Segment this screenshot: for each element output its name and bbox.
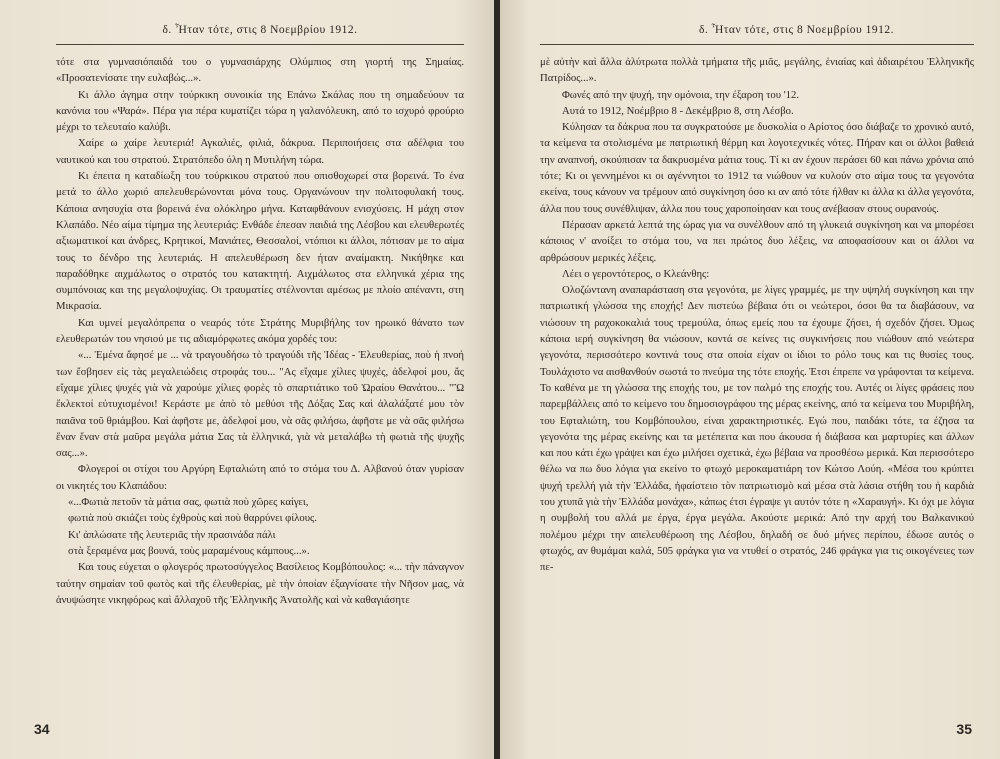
paragraph: Χαίρε ω χαίρε λευτεριά! Αγκαλιές, φιλιά, δάκρυα. Περιποιήσεις στα αδέλφια του ναυτικού και του στρατού. Στρατόπεδο όλη η Μυτιλήνη τώρα.: [56, 137, 464, 166]
paragraph: Ολοζώντανη αναπαράσταση στα γεγονότα, με λίγες γραμμές, με την υψηλή συγκίνηση και την πατριωτική γλώσσα της εποχής! Δεν πιστεύω βέβαια ότι οι νεώτεροι, όσοι θα τα διαβάσουν, να νιώσουν τη ραχοκοκαλιά τους τρεμούλα, όπως εμείς που τα έχουμε ζήσει, ή σχεδόν ζήσει. Όμως κάποια ιερή συγκίνηση θα νιώσουν, κοντά σε κείνες τις συγκινήσεις που νιώθουν από νεώτερα γεγονότα, περισσότερο κοντινά τους στα οποία είχαν οι ίδιοι το ρόλο τους και τις θυσίες τους. Τουλάχιστο να αισθανθούν σωστά το πνεύμα της τότε εποχής. Έτσι έπρεπε να γράφονται τα κείμενα. Το καθένα με τη γλώσσα της εποχής του, με τον παλμό της εποχής του. Αυτές οι λίγες φράσεις που παρεμβάλλεις από το κείμενο του δημοσιογράφου της μέρας εκείνης, από τα κείμενα του Μυριβήλη, του Εφταλιώτη, του Κομβόπουλου, είναι χαρακτηριστικές. Εγώ που, παιδάκι τότε, τα έζησα τα γεγονότα της μέρας εκείνης και τα μετέπειτα και που άκουσα ή διάβασα και μαρτυρίες και άλλων και που κάτι έχω γράψει και έχω μιλήσει σχετικά, έχω βέβαια να προσθέσω μερικά. Και περισσότερο θέλω να πω δυο λόγια για εκείνο το φτωχό μεροκαματιάρη τον Κώτσο Λούη. «Μέσα του κρύπτει ψυχή τρελλή γιὰ τὴν Ἑλλάδα, ἠφαίστειο τὸν πατριωτισμὸ καὶ μέσα στὰ λάσια στήθη του ἡ καρδιὰ του χτυπᾶ γιὰ τὴν Ἑλλάδα μονάχα», κάπως έτσι έγραψε γι αυτόν τότε η «Χαραυγή». Κι όχι με λόγια η συμβολή του αλλά με έργα, έργα μεγάλα. Ακούστε μερικά: Από την αρχή του Βαλκανικού πολέμου μέχρι την απελευθέρωση της Λέσβου, δηλαδή σε δυό μήνες περίπου, έδωσε αυτός ο φτωχός, αν θυμάμαι καλά, 505 φράγκα για να ντυθεί ο στρατός, 246 φράγκα για τις οικογένειες των πε-: [540, 284, 974, 574]
paragraph: Φωνές από την ψυχή, την ομόνοια, την έξαρση του '12.: [562, 88, 800, 101]
page-number: 34: [34, 720, 50, 737]
paragraph: Κι άλλο άγημα στην τούρκικη συνοικία της Επάνω Σκάλας που τη σημαδεύουν τα κανόνια του «Ψαρά». Πέρα για πέρα κυματίζει τώρα η γαλανόλευκη, από το ισχυρό φρούριο μέχρι το τελευταίο καλύβι.: [56, 88, 464, 134]
verse-line: Κι' ἀπλώσατε τῆς λευτεριᾶς τὴν πρασινάδα πάλι: [68, 528, 276, 541]
quote-paragraph: «... Ἐμένα ἄφησέ με ... νὰ τραγουδήσω τὸ τραγούδι τῆς Ἰδέας - Ἐλευθερίας, ποὺ ἡ πνοή των ἔσβησεν εἰς τὰς μεγαλειώδεις στροφάς του... "Ας εἴχαμε χίλιες ψυχές, ἀδελφοί μου, ἄς εἴχαμε χίλιες ψυχές γιὰ νὰ χαρούμε χίλιες φορὲς τὸ σπαρτιάτικο τοῦ Ὡραίου Θανάτου... "Ὢ ἔκλεκτοί εὐτυχισμένοι! Κεράστε με ἀπὸ τὸ μεθύσι τῆς Δόξας Σας καὶ ἀλαλάξατέ μου τὸν παιᾶνα τοῦ θριάμβου. Καὶ ἀφῆστε με, ἀδελφοί μου, νὰ σᾶς φιλήσω, ἀφῆστε με νὰ σᾶς φιλήσω ἕναν ἕναν στὰ μαῦρα μεγάλα μάτια Σας τὰ ἑλληνικά, γιὰ νὰ μεταλάβω τὴ φωτιὰ τῆς ψυχῆς σας...».: [56, 349, 464, 460]
paragraph: Και υμνεί μεγαλόπρεπα ο νεαρός τότε Στράτης Μυριβήλης τον ηρωικό θάνατο των ελευθερωτών του νησιού με τις αδιαμόρφωτες ακόμα χορδές του:: [56, 316, 464, 346]
verse-line: φωτιὰ ποὺ σκιάζει τοὺς ἐχθροὺς καὶ ποὺ θαρρύνει φίλους.: [68, 512, 317, 525]
paragraph: Κύλησαν τα δάκρυα που τα συγκρατούσε με δυσκολία ο Αρίστος όσο διάβαζε το χρονικό αυτό, τα κείμενα τα στολισμένα με πατριωτική θέρμη και λογοτεχνικές νότες. Πήραν και οι άλλοι βαθειά την αναπνοή, σκούπισαν τα δακρυσμένα μάτια τους. Τί κι αν έχουν περάσει 60 και πάνω χρόνια από τότε; Κι οι γεννημένοι κι οι αγέννητοι το 1912 τα νιώθουν να κυλούν στο αίμα τους τα γεγονότα εκείνα, τους κάνουν να τρέμουν από συγκίνηση όσο κι αν από τότε ήλθαν κι άλλα κι άλλα γεγονότα, άλλα που τους συνέθλιψαν, άλλα που τους χαροποίησαν και τους ανέβασαν στους ουρανούς.: [540, 121, 974, 215]
verse-line: «...Φωτιὰ πετοῦν τὰ μάτια σας, φωτιὰ ποὺ χῶρες καίγει,: [68, 496, 309, 509]
page-number: 35: [956, 720, 972, 737]
paragraph: Κι έπειτα η καταδίωξη του τούρκικου στρατού που οπισθοχωρεί στα βορεινά. Το ένα μετά το άλλο χωριό απελευθερώνονται μόνα τους. Οργανώνουν την πολιτοφυλακή τους. Κάποια ανησυχία στα βορεινά ένα ολόκληρο μήνα. Καταφθάνουν ενισχύσεις. Η μάχη στον Κλαπάδο. Νέο αίμα τίμημα της λευτεριάς: Ενθάδε έπεσαν παιδιά της Λέσβου και ελευθερωτές αξιωματικοί και άνδρες, Κρητικοί, Μανιάτες, Θεσσαλοί, ντόπιοι κι άλλοι, πότισαν με το αίμα τους το δένδρο της λευτεριάς. Η απελευθέρωση δεν ήταν αναίμακτη. Νικήθηκε και παραδόθηκε αιχμάλωτος ο στρατός του κατακτητή. Αιχμάλωτος στα ελληνικά χέρια της συμπόνοιας και της μεγαλοψυχίας. Οι τραυματίες στέλνονται αμέσως με πλοίο απέναντι, στη Μικρασία.: [56, 170, 464, 313]
left-page: [0, 0, 494, 759]
paragraph: Και τους εύχεται ο φλογερός πρωτοσύγγελος Βασίλειος Κομβόπουλος: «... τὴν πάναγνον ταύτην σημαίαν τοῦ φωτὸς καὶ τῆς ἐλευθερίας, μὲ τὴν ὁποίαν ἐξαγνίσατε τὴν Νῆσον μας, νὰ ἀνυψώσητε νικηφόρως καὶ ἄλλαχοῦ τῆς Ἑλληνικῆς Ἀνατολῆς καὶ νὰ καθαγιάσητε: [56, 561, 464, 606]
running-header: δ. Ἦταν τότε, στις 8 Νοεμβρίου 1912.: [56, 22, 464, 45]
paragraph: μὲ αὐτὴν καὶ ἄλλα ἀλύτρωτα πολλὰ τμήματα τῆς μιᾶς, μεγάλης, ἑνιαίας καὶ ἀδιαιρέτου Ἑλληνικῆς Πατρίδος...».: [540, 56, 974, 85]
paragraph: Πέρασαν αρκετά λεπτά της ώρας για να συνέλθουν από τη γλυκειά συγκίνηση και να μπορέσει κάποιος ν' ανοίξει το στόμα του, να πει πρώτος δυο λέξεις, να αποφασίσουν και οι άλλοι να αρθρώσουν μερικές λέξεις.: [540, 218, 974, 264]
paragraph: Φλογεροί οι στίχοι του Αργύρη Εφταλιώτη από το στόμα του Δ. Αλβανού όταν γυρίσαν οι νικητές του Κλαπάδου:: [56, 463, 464, 492]
paragraph: τότε στα γυμνασιόπαιδά του ο γυμνασιάρχης Ολύμπιος στη γιορτή της Σημαίας. «Προσατενίσατε την ευλαβώς...».: [56, 56, 464, 85]
paragraph: Λέει ο γεροντότερος, ο Κλεάνθης:: [562, 267, 710, 280]
paragraph: Αυτά το 1912, Νοέμβριο 8 - Δεκέμβριο 8, στη Λέσβο.: [562, 104, 794, 117]
running-header: δ. Ἦταν τότε, στις 8 Νοεμβρίου 1912.: [540, 22, 974, 45]
right-page: [500, 0, 1000, 759]
verse-line: στὰ ξεραμένα μας βουνά, τοὺς μαραμένους κάμπους...».: [68, 544, 310, 557]
